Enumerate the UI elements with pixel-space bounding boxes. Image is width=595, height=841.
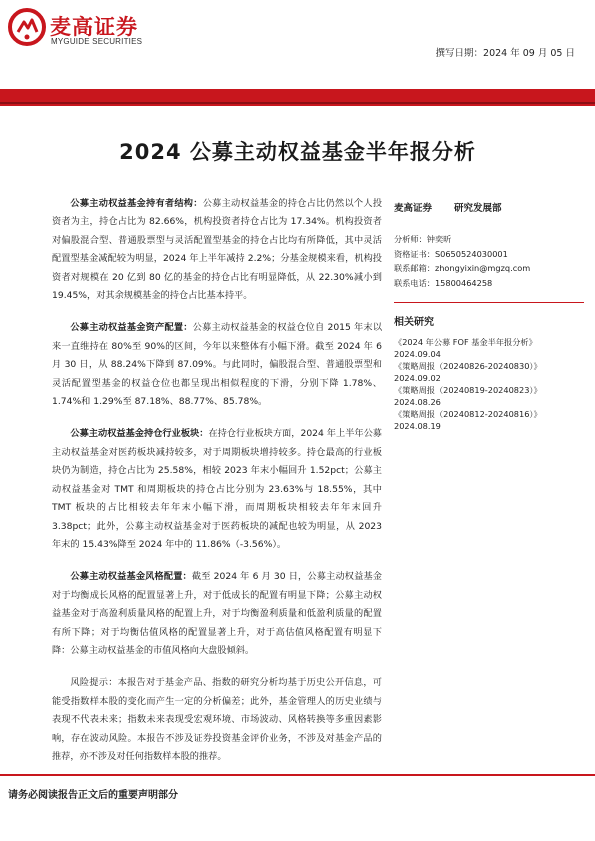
paragraph-holder-structure bbox=[52, 195, 382, 305]
sidebar-dept: 研究发展部 bbox=[454, 203, 502, 214]
paragraph-body: 在持仓行业板块方面，2024 年上半年公募主动权益基金对医药板块减持较多，对于周期板块增持较多。持仓最高的行业板块仍为制造，持仓占比为 25.58%，相较 2023 年末小幅回升 1.52pct；公募主动权益基金对 TMT 和周期板块的持仓占比分别为 23.63%与 18.55%，其中 TMT 板块的占比相较去年年末小幅下滑，而周期板块相较去年年末回升 3.38pct；此外，公募主动权益基金对于医药板块的减配也较为明显，从 2023 年末的 15.43%降至 2024 年中的 11.86%（-3.56%）。 bbox=[52, 428, 382, 550]
paragraph-body: 公募主动权益基金的权益仓位自 2015 年末以来一直维持在 80%至 90%的区间，今年以来整体有小幅下滑。截至 2024 年 6 月 30 日，从 88.24%下降到 87.09%。与此同时，偏股混合型、普通股票型和灵活配置型基金的权益仓位也都呈现出相似程度的下滑，分别下降 1.78%、1.74%和 1.29%至 87.18%、88.77%、85.78%。 bbox=[52, 322, 383, 408]
list-item[interactable] bbox=[394, 384, 579, 408]
analyst-license: 资格证书：S0650524030001 bbox=[394, 248, 508, 259]
related-title: 《策略周报（20240812-20240816）》 bbox=[394, 409, 542, 419]
risk-warning: 风险提示：本报告对于基金产品、指数的研究分析均基于历史公开信息，可能受指数样本股的变化而产生一定的分析偏差；此外，基金管理人的历史业绩与表现不代表未来；指数未来表现受宏观环境、市场波动、风格转换等多重因素影响，存在波动风险。本报告不涉及证券投资基金评价业务，不涉及对基金产品的推荐，亦不涉及对任何指数样本股的推荐。 bbox=[52, 677, 382, 762]
paragraph-industry-holdings bbox=[52, 425, 382, 554]
paragraph-lead: 公募主动权益基金资产配置： bbox=[70, 322, 193, 334]
related-research-title: 相关研究 bbox=[394, 317, 434, 328]
paragraph-asset-allocation bbox=[52, 319, 382, 411]
logo-mark-icon bbox=[8, 8, 46, 46]
paragraph-style-allocation bbox=[52, 568, 382, 660]
list-item[interactable] bbox=[394, 408, 579, 432]
header-red-bar bbox=[0, 89, 595, 106]
related-date: 2024.09.02 bbox=[394, 373, 441, 383]
paragraph-body: 截至 2024 年 6 月 30 日，公募主动权益基金对于均衡成长风格的配置显著上升，对于低成长的配置有明显下降；公募主动权益基金对于高盈利质量风格的配置上升，对于均衡盈利质量和低盈利质量的配置有所下降；对于均衡估值风格的配置显著上升，对于高估值风格配置有明显下降：公募主动权益基金的市值风格向大盘股倾斜。 bbox=[52, 571, 382, 656]
analyst-name: 分析师：钟奕昕 bbox=[394, 234, 452, 244]
paragraph-lead: 公募主动权益基金持有者结构： bbox=[70, 198, 203, 209]
analyst-sidebar bbox=[394, 200, 579, 432]
analyst-phone: 联系电话：15800464258 bbox=[394, 277, 493, 288]
list-item[interactable] bbox=[394, 360, 579, 384]
sidebar-org: 麦高证券 bbox=[394, 203, 433, 214]
main-content bbox=[52, 195, 382, 766]
related-title: 《2024 年公募 FOF 基金半年报分析》 bbox=[394, 337, 537, 347]
logo-english-name: MYGUIDE SECURITIES bbox=[51, 37, 143, 46]
related-date: 2024.08.26 bbox=[394, 397, 441, 407]
sidebar-header bbox=[394, 200, 579, 214]
related-title: 《策略周报（20240826-20240830）》 bbox=[394, 361, 542, 371]
list-item[interactable] bbox=[394, 336, 579, 360]
related-date: 2024.09.04 bbox=[394, 349, 441, 359]
logo-chinese-name: 麦高证券 bbox=[50, 15, 138, 39]
company-logo bbox=[8, 8, 168, 50]
report-date: 撰写日期：2024 年 09 月 05 日 bbox=[435, 48, 575, 59]
footer-rule bbox=[0, 774, 595, 776]
report-title: 2024 公募主动权益基金半年报分析 bbox=[119, 140, 476, 164]
related-date: 2024.08.19 bbox=[394, 421, 441, 431]
paragraph-body: 公募主动权益基金的持仓占比仍然以个人投资者为主，持仓占比为 82.66%，机构投资者持仓占比为 17.34%。机构投资者对偏股混合型、普通股票型与灵活配置型基金的持仓占比均有所降低，其中灵活配置型基金减配较为明显，2024 年上半年减持 2.2%；分基金规模来看，机构投资者对规模在 20 亿到 80 亿的基金的持仓占比有明显降低，从 22.30%减小到 19.45%，对其余规模基金的持仓占比基本持平。 bbox=[52, 198, 383, 302]
paragraph-lead: 公募主动权益基金风格配置： bbox=[70, 571, 192, 583]
analyst-email[interactable]: 联系邮箱：zhongyixin@mgzq.com bbox=[394, 263, 531, 273]
related-title: 《策略周报（20240819-20240823）》 bbox=[394, 385, 542, 395]
sidebar-divider bbox=[394, 302, 584, 303]
related-research-list bbox=[394, 336, 579, 432]
paragraph-lead: 公募主动权益基金持仓行业板块： bbox=[70, 428, 209, 440]
footer-disclaimer: 请务必阅读报告正文后的重要声明部分 bbox=[8, 790, 178, 801]
